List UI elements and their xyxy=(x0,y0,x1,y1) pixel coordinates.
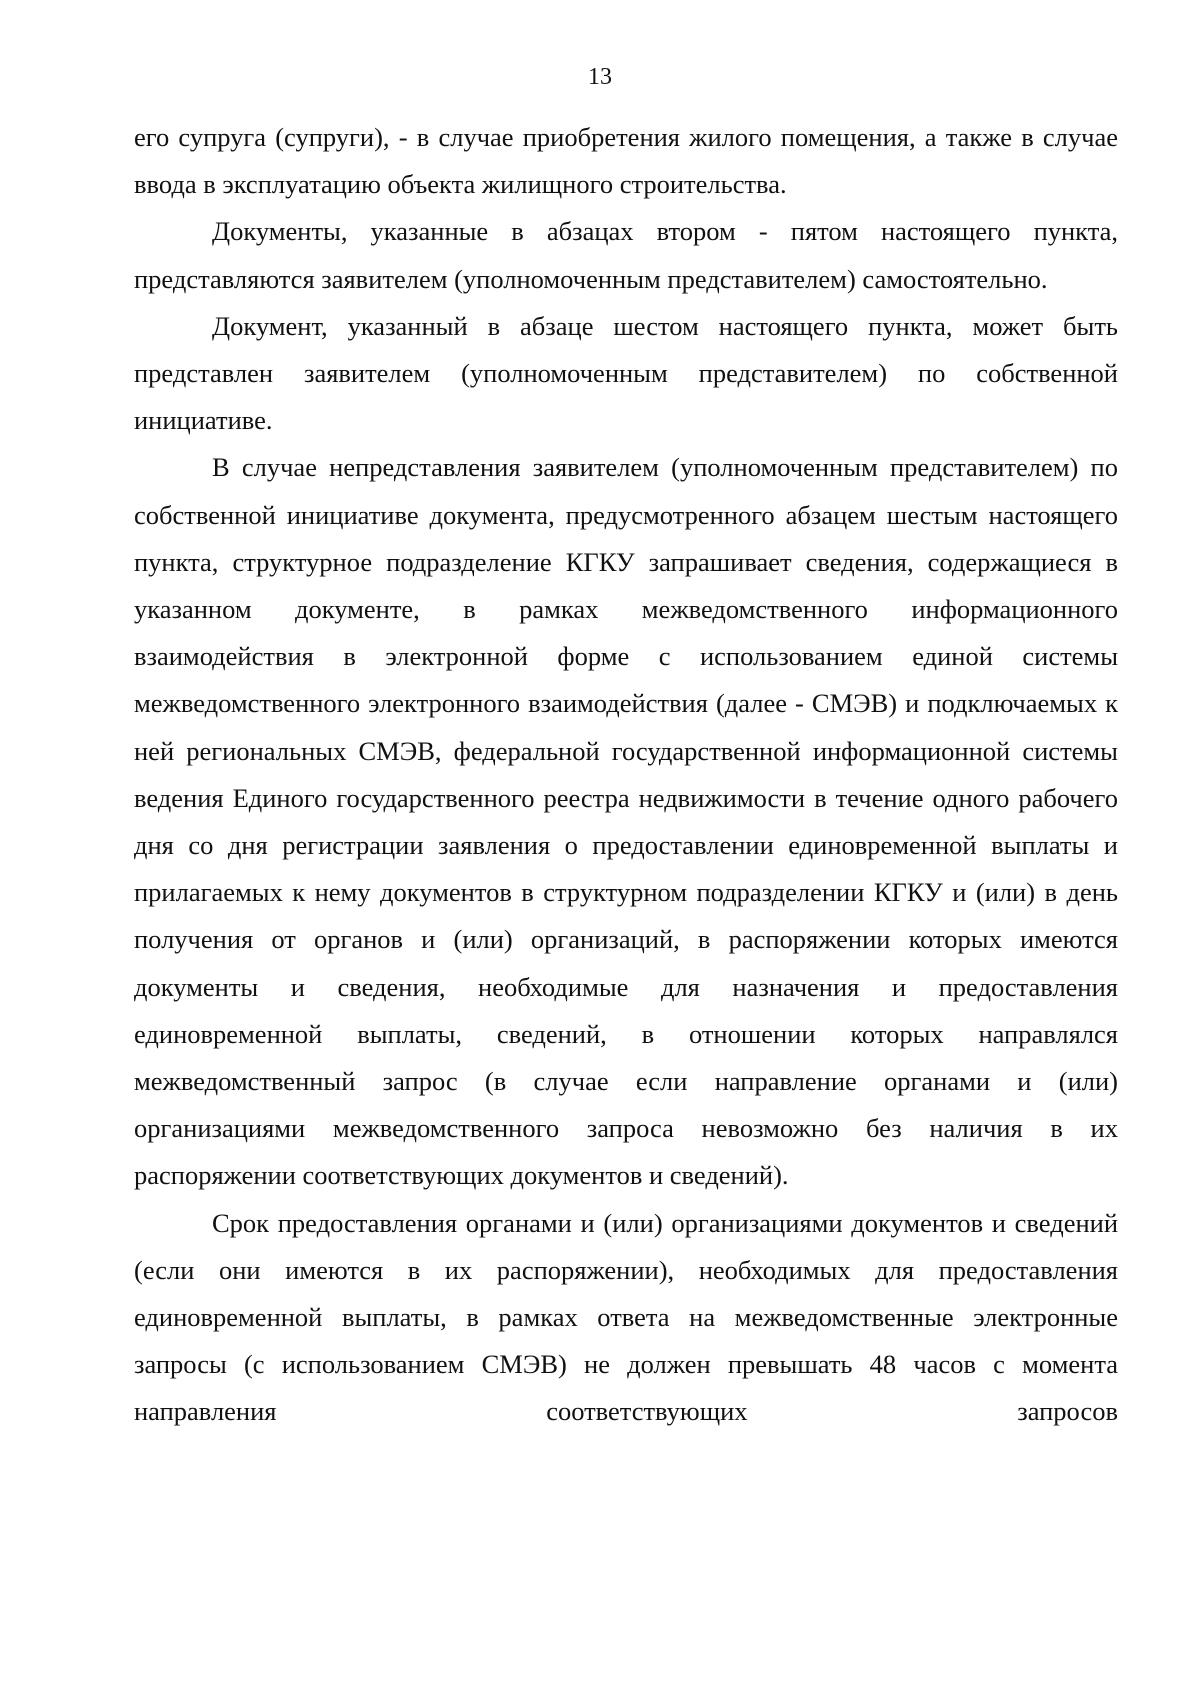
paragraph-response-deadline: Срок предоставления органами и (или) организациями документов и сведений (если они имеются в их распоряжении), необходимых для предоставления единовременной выплаты, в рамках ответа на межведомственные электронные запросы (с использованием СМЭВ) не должен превышать 48 часов с момента направления соответствующих запросов xyxy=(134,1207,1118,1427)
paragraph-interagency-request: В случае непредставления заявителем (уполномоченным представителем) по собственной инициативе документа, предусмотренного абзацем шестым настоящего пункта, структурное подразделение КГКУ запрашивает сведения, содержащиеся в указанном документе, в рамках межведомственного информационного взаимодействия в электронной форме с использованием единой системы межведомственного электронного взаимодействия (далее - СМЭВ) и подключаемых к ней региональных СМЭВ, федеральной государственной информационной системы ведения Единого государственного реестра недвижимости в течение одного рабочего дня со дня регистрации заявления о предоставлении единовременной выплаты и прилагаемых к нему документов в структурном подразделении КГКУ и (или) в день получения от органов и (или) организаций, в распоряжении которых имеются документы и сведения, необходимые для назначения и предоставления единовременной выплаты, сведений, в отношении которых направлялся межведомственный запрос (в случае если направление органами и (или) организациями межведомственного запроса невозможно без наличия в их распоряжении соответствующих документов и сведений). xyxy=(134,452,1118,1191)
paragraph-documents-submitted: Документы, указанные в абзацах втором - пятом настоящего пункта, представляются заявителем (уполномоченным представителем) самостоятельно. xyxy=(134,216,1118,294)
document-body xyxy=(134,114,1118,1436)
paragraph-document-own-initiative: Документ, указанный в абзаце шестом настоящего пункта, может быть представлен заявителем (уполномоченным представителем) по собственной инициативе. xyxy=(134,310,1118,436)
page-number: 13 xyxy=(588,64,612,90)
paragraph-continuation: его супруга (супруги), - в случае приобретения жилого помещения, а также в случае ввода в эксплуатацию объекта жилищного строительства. xyxy=(134,122,1118,200)
